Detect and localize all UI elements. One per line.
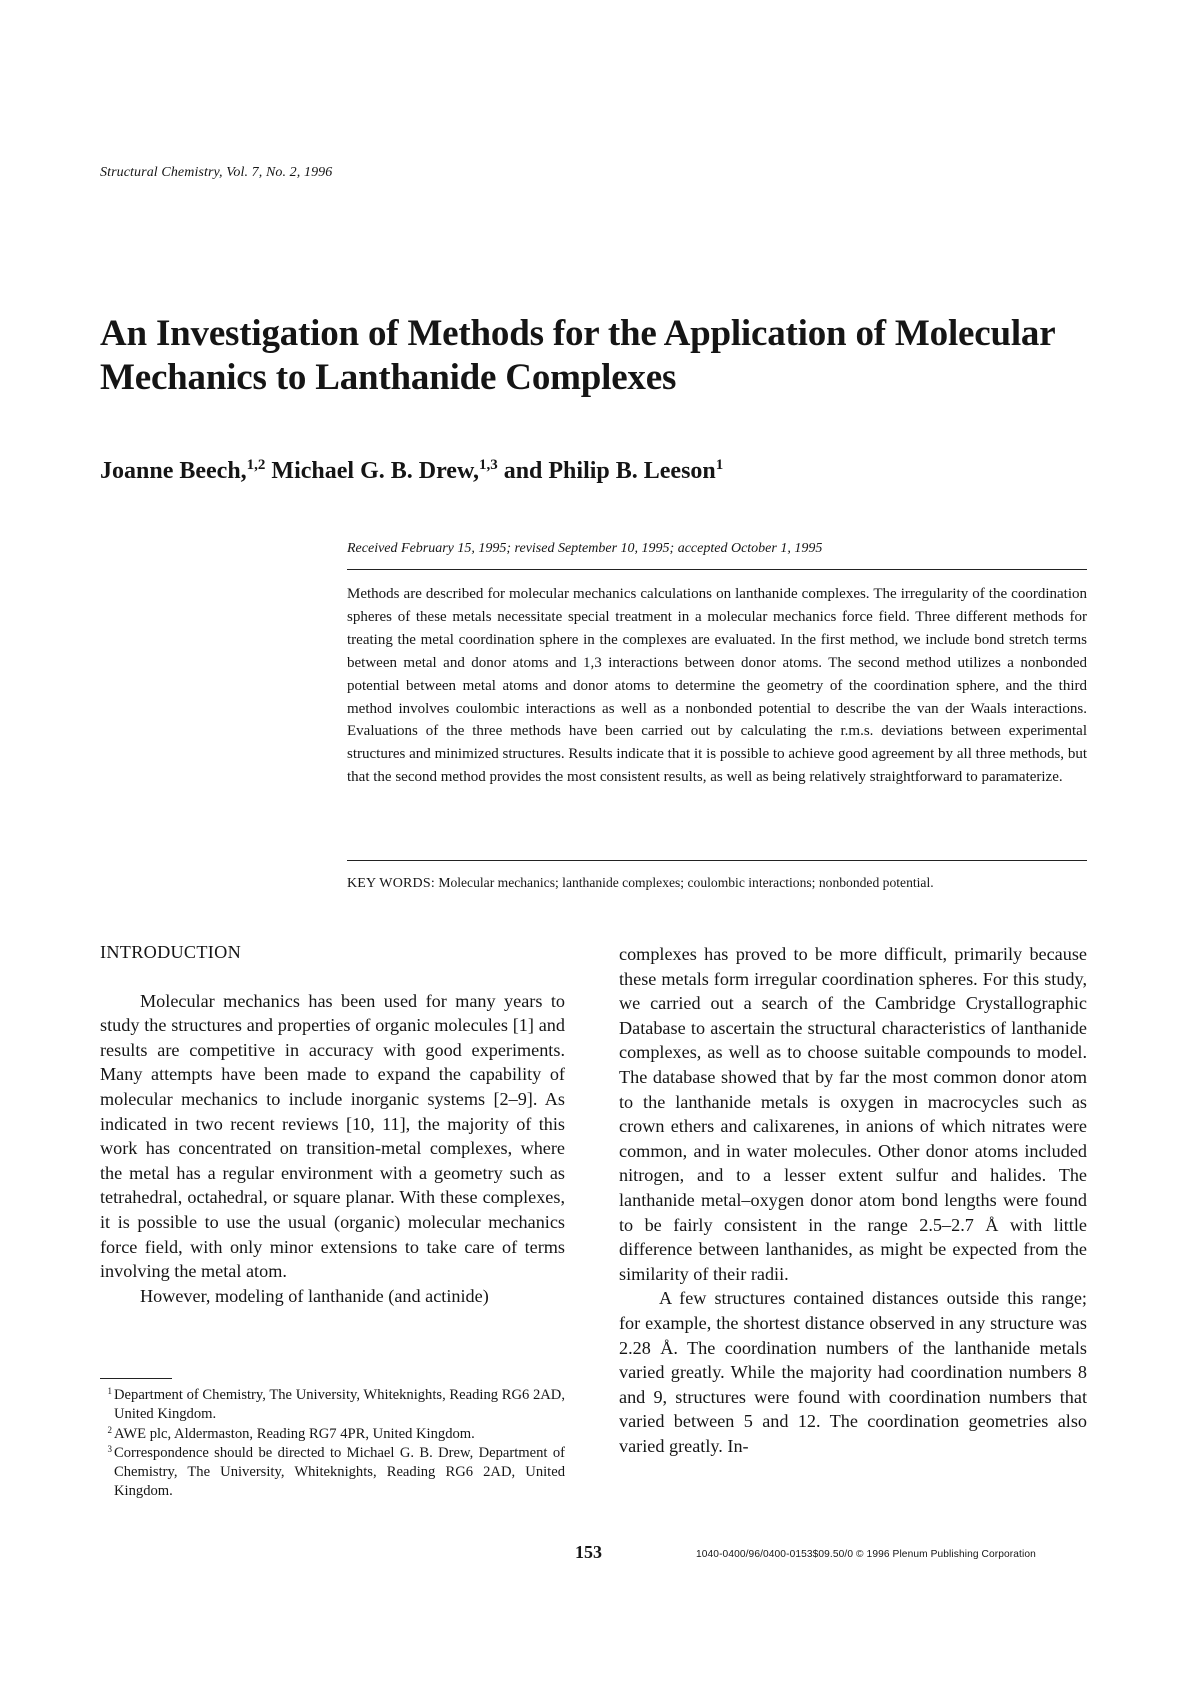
journal-header: Structural Chemistry, Vol. 7, No. 2, 1996	[100, 165, 333, 180]
body-paragraph: Molecular mechanics has been used for many years to study the structures and properties of organic molecules [1] and results are competitive in accuracy with good experiments. Many attempts have been made to expand the capability of molecular mechanics to include inorganic systems [2–9]. As indicated in two recent reviews [10, 11], the majority of this work has concentrated on transition-metal complexes, where the metal has a regular environment with a geometry such as tetrahedral, octahedral, or square planar. With these complexes, it is possible to use the usual (organic) molecular mechanics force field, with only minor extensions to take care of terms involving the metal atom.	[100, 990, 565, 1282]
keywords-text: Molecular mechanics; lanthanide complexes; coulombic interactions; nonbonded potential.	[438, 875, 934, 890]
footnotes	[100, 1386, 565, 1502]
body-paragraph: complexes has proved to be more difficult, primarily because these metals form irregular coordination spheres. For this study, we carried out a search of the Cambridge Crystallographic Database to ascertain the structural characteristics of lanthanide complexes, as well as to choose suitable compounds to model. The database showed that by far the most common donor atom to the lanthanide metals is oxygen in macrocycles such as crown ethers and calixarenes, in anions of which nitrates were common, and in water molecules. Other donor atoms included nitrogen, and to a lesser extent sulfur and halides. The lanthanide metal–oxygen donor atom bond lengths were found to be fairly consistent in the range 2.5–2.7 Å with little difference between lanthanides, as might be expected from the similarity of their radii.	[619, 944, 1087, 1284]
body-paragraph: A few structures contained distances outside this range; for example, the shortest distance observed in any structure was 2.28 Å. The coordination numbers of the lanthanide metals varied greatly. While the majority had coordination numbers 8 and 9, structures were found with coordination numbers that varied between 5 and 12. The coordination geometries also varied greatly. In-	[619, 1288, 1087, 1456]
footnote: $^2$ AWE plc, Aldermaston, Reading RG7 4PR, United Kingdom.	[107, 1424, 475, 1442]
copyright-line: 1040-0400/96/0400-0153$09.50/0 © 1996 Plenum Publishing Corporation	[696, 1549, 1036, 1560]
footnote-text: Department of Chemistry, The University, Whiteknights, Reading RG6 2AD, United Kingdom.	[114, 1387, 565, 1423]
author-name: and Philip B. Leeson	[503, 458, 716, 484]
page-number: 153	[575, 1542, 602, 1562]
body-paragraph: However, modeling of lanthanide (and actinide)	[140, 1285, 489, 1306]
received-dates: Received February 15, 1995; revised September 10, 1995; accepted October 1, 1995	[347, 541, 823, 556]
keywords-label: KEY WORDS:	[347, 876, 435, 891]
footnote-rule	[100, 1378, 172, 1379]
right-column	[619, 942, 1087, 1458]
footnote-text: AWE plc, Aldermaston, Reading RG7 4PR, United Kingdom.	[114, 1425, 475, 1442]
left-column	[100, 940, 565, 1308]
author-affiliation-mark: 1,2	[246, 457, 266, 473]
section-heading-introduction: INTRODUCTION	[100, 942, 242, 962]
footnote: $^3$ Correspondence should be directed to Michael G. B. Drew, Department of Chemistry, The University, Whiteknights, Reading RG6 2AD, United Kingdom.	[107, 1443, 565, 1500]
abstract: Methods are described for molecular mechanics calculations on lanthanide complexes. The irregularity of the coordination spheres of these metals necessitate special treatment in a molecular mechanics force field. Three different methods for treating the metal coordination sphere in the complexes are evaluated. In the first method, we include bond stretch terms between metal and donor atoms and 1,3 interactions between donor atoms. The second method utilizes a nonbonded potential between metal atoms and donor atoms to determine the geometry of the coordination sphere, and the third method involves coulombic interactions as well as a nonbonded potential to describe the van der Waals interactions. Evaluations of the three methods have been carried out by calculating the r.m.s. deviations between experimental structures and minimized structures. Results indicate that it is possible to achieve good agreement by all three methods, but that the second method provides the most consistent results, as well as being relatively straightforward to paramaterize.	[347, 586, 1087, 786]
abstract-bottom-rule	[347, 860, 1087, 861]
author-affiliation-mark: 1,3	[478, 457, 498, 473]
abstract-top-rule	[347, 569, 1087, 570]
author-list	[100, 456, 723, 486]
footnote-text: Correspondence should be directed to Michael G. B. Drew, Department of Chemistry, The University, Whiteknights, Reading RG6 2AD, United Kingdom.	[114, 1444, 565, 1500]
keywords	[347, 875, 934, 892]
paper-title: An Investigation of Methods for the Application of Molecular Mechanics to Lanthanide Complexes	[100, 313, 1055, 398]
author-name: Joanne Beech,	[100, 458, 247, 484]
author-name: Michael G. B. Drew,	[271, 458, 479, 484]
footnote: $^1$ Department of Chemistry, The University, Whiteknights, Reading RG6 2AD, United Kingdom.	[107, 1386, 565, 1423]
author-affiliation-mark: 1	[715, 457, 724, 473]
